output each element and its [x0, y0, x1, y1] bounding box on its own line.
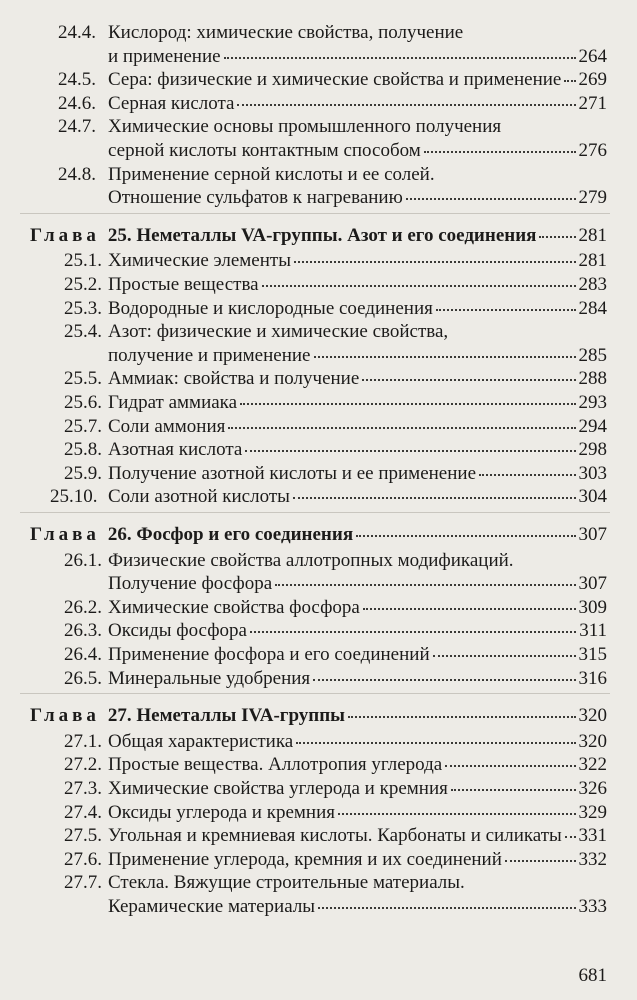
page-ref: 307: [578, 524, 607, 545]
leader-dots: [433, 655, 576, 657]
section-title: Отношение сульфатов к нагреванию: [108, 187, 403, 209]
page-ref: 316: [578, 667, 607, 689]
section-number: 27.4.: [64, 801, 102, 823]
chapter-title: 26. Фосфор и его соединения: [107, 524, 354, 545]
section-number: 26.5.: [64, 667, 102, 689]
section-title: Угольная и кремниевая кислоты. Карбонаты и силикаты: [108, 825, 562, 847]
leader-dots: [224, 57, 576, 59]
section-number: 25.10.: [50, 486, 98, 508]
section-title: серной кислоты контактным способом: [108, 140, 421, 161]
leader-dots: [318, 907, 575, 909]
toc-entry-line: [64, 416, 607, 438]
section-title: Получение фосфора: [108, 573, 273, 595]
chapter-heading: [30, 524, 607, 546]
leader-dots: [356, 535, 575, 537]
page-ref: 264: [578, 45, 607, 67]
leader-dots: [314, 356, 576, 358]
section-number: 25.1.: [64, 250, 102, 272]
toc-entry-line: [64, 778, 607, 800]
toc-entry-line: [64, 550, 514, 572]
page-ref: 322: [578, 754, 607, 776]
toc-entry-line: [58, 22, 463, 44]
page-ref: 320: [578, 730, 607, 752]
toc-entry-line: [58, 69, 607, 91]
section-number: 25.5.: [64, 368, 102, 390]
toc-entry-line: [64, 368, 607, 390]
toc-entry-line: [64, 321, 448, 343]
toc-entry-line: [64, 463, 607, 485]
leader-dots: [424, 151, 576, 153]
page-ref: 285: [578, 344, 607, 366]
section-title: Применение углерода, кремния и их соединений: [108, 848, 502, 870]
section-title: Химические свойства углерода и кремния: [108, 778, 448, 799]
chapter-label: Глава: [30, 224, 100, 246]
page-ref: 326: [578, 778, 607, 799]
section-number: 25.2.: [64, 274, 102, 295]
section-title: Серная кислота: [108, 92, 235, 114]
toc-entry-line: [64, 298, 607, 320]
toc-entry-line: [64, 731, 607, 753]
section-title: Гидрат аммиака: [108, 392, 238, 413]
section-title: Применение серной кислоты и ее солей.: [108, 163, 435, 185]
page-ref: 293: [578, 392, 607, 413]
section-number: 24.6.: [58, 92, 96, 114]
toc-entry-line: [64, 668, 607, 690]
section-number: 25.8.: [64, 439, 102, 461]
toc-entry-line: [64, 274, 607, 296]
section-number: 27.5.: [64, 825, 102, 847]
page-ref: 332: [578, 848, 607, 870]
section-title: Водородные и кислородные соединения: [108, 297, 433, 319]
page-ref: 288: [578, 368, 607, 390]
section-number: 26.2.: [64, 596, 102, 618]
section-title: Сера: физические и химические свойства и применение: [108, 69, 562, 91]
page-ref: 294: [578, 415, 607, 437]
toc-entry-line: [108, 140, 607, 162]
section-number: 25.9.: [64, 462, 102, 484]
page-ref: 309: [578, 596, 607, 618]
leader-dots: [262, 285, 576, 287]
leader-dots: [479, 474, 575, 476]
chapter-title: 25. Неметаллы VA-группы. Азот и его соединения: [107, 224, 537, 246]
section-number: 27.2.: [64, 754, 102, 776]
section-number: 25.4.: [64, 321, 102, 343]
section-title: Аммиак: свойства и получение: [108, 368, 360, 390]
section-title: Химические элементы: [108, 250, 291, 272]
toc-entry-line: [64, 754, 607, 776]
leader-dots: [348, 716, 576, 718]
section-title: Соли азотной кислоты: [108, 486, 290, 508]
leader-dots: [363, 608, 576, 610]
toc-entry-line: [108, 896, 607, 918]
page-ref: 315: [578, 644, 607, 665]
page-ref: 303: [578, 462, 607, 484]
toc-entry-line: [64, 620, 607, 642]
page-ref: 281: [578, 250, 607, 272]
toc-entry-line: [64, 439, 607, 461]
section-title: Азот: физические и химические свойства,: [108, 321, 449, 343]
section-title: Оксиды фосфора: [108, 620, 247, 642]
section-title: Физические свойства аллотропных модификаций.: [108, 549, 514, 571]
section-title: получение и применение: [108, 344, 311, 366]
toc-entry-line: [64, 802, 607, 824]
page-ref: 284: [578, 297, 607, 319]
leader-dots: [436, 309, 576, 311]
page-ref: 279: [578, 187, 607, 209]
section-title: и применение: [108, 45, 221, 67]
chapter-label: Глава: [30, 524, 100, 545]
section-number: 24.8.: [58, 163, 96, 185]
page-number: 681: [578, 965, 607, 986]
toc-entry-line: [58, 93, 607, 115]
toc-entry-line: [108, 345, 607, 367]
toc-entry-line: [64, 825, 607, 847]
section-title: Оксиды углерода и кремния: [108, 801, 335, 823]
section-number: 26.4.: [64, 644, 102, 665]
page-ref: 276: [578, 140, 607, 161]
section-title: Простые вещества: [108, 274, 259, 295]
section-number: 24.7.: [58, 116, 96, 138]
page-ref: 298: [578, 439, 607, 461]
page-ref: 269: [578, 69, 607, 91]
leader-dots: [338, 813, 576, 815]
leader-dots: [237, 104, 575, 106]
leader-dots: [228, 427, 575, 429]
chapter-title: 27. Неметаллы IVA-группы: [107, 705, 345, 727]
toc-entry-line: [64, 597, 607, 619]
leader-dots: [275, 584, 575, 586]
section-number: 27.3.: [64, 778, 102, 799]
page-ref: 331: [578, 825, 607, 847]
toc-entry-line: [58, 164, 435, 186]
toc-entry-line: [64, 644, 607, 666]
page-ref: 311: [579, 620, 607, 642]
leader-dots: [240, 403, 575, 405]
section-title: Химические свойства фосфора: [108, 596, 360, 618]
section-title: Химические основы промышленного получения: [108, 116, 502, 138]
chapter-heading: [30, 225, 607, 247]
toc-entry-line: [58, 116, 501, 138]
leader-dots: [296, 742, 575, 744]
section-number: 27.1.: [64, 730, 102, 752]
section-number: 26.3.: [64, 620, 102, 642]
section-number: 27.6.: [64, 848, 102, 870]
leader-dots: [539, 236, 575, 238]
section-title: Минеральные удобрения: [108, 667, 311, 689]
section-title: Соли аммония: [108, 415, 226, 437]
page-ref: 320: [578, 705, 607, 727]
chapter-divider: [20, 512, 610, 513]
chapter-divider: [20, 693, 610, 694]
section-title: Простые вещества. Аллотропия углерода: [108, 754, 443, 776]
leader-dots: [451, 789, 576, 791]
leader-dots: [294, 261, 576, 263]
section-title: Стекла. Вяжущие строительные материалы.: [108, 872, 465, 894]
chapter-label: Глава: [30, 705, 100, 727]
toc-entry-line: [50, 486, 607, 508]
toc-entry-line: [64, 392, 607, 414]
page-ref: 281: [578, 224, 607, 246]
section-number: 26.1.: [64, 549, 102, 571]
leader-dots: [565, 836, 576, 838]
leader-dots: [245, 450, 575, 452]
leader-dots: [564, 80, 575, 82]
toc-entry-line: [64, 849, 607, 871]
leader-dots: [505, 860, 576, 862]
toc-entry-line: [108, 573, 607, 595]
section-number: 27.7.: [64, 872, 102, 894]
chapter-divider: [20, 213, 610, 214]
leader-dots: [250, 631, 576, 633]
section-title: Общая характеристика: [108, 730, 294, 752]
section-number: 24.5.: [58, 69, 96, 91]
section-number: 25.7.: [64, 415, 102, 437]
page-ref: 283: [578, 274, 607, 295]
section-number: 25.6.: [64, 392, 102, 413]
section-title: Азотная кислота: [108, 439, 243, 461]
leader-dots: [293, 497, 576, 499]
page-ref: 329: [578, 801, 607, 823]
toc-entry-line: [64, 872, 465, 894]
section-title: Кислород: химические свойства, получение: [108, 22, 464, 43]
page-ref: 307: [578, 573, 607, 595]
page-ref: 271: [578, 92, 607, 114]
toc-entry-line: [108, 46, 607, 68]
toc-entry-line: [108, 187, 607, 209]
leader-dots: [406, 198, 576, 200]
toc-entry-line: [64, 250, 607, 272]
section-number: 25.3.: [64, 297, 102, 319]
chapter-heading: [30, 705, 607, 727]
leader-dots: [362, 379, 575, 381]
page-ref: 304: [578, 486, 607, 508]
page-ref: 333: [578, 896, 607, 917]
leader-dots: [313, 679, 575, 681]
section-number: 24.4.: [58, 22, 96, 43]
section-title: Керамические материалы: [108, 896, 316, 917]
leader-dots: [445, 765, 575, 767]
section-title: Получение азотной кислоты и ее применение: [108, 462, 477, 484]
section-title: Применение фосфора и его соединений: [108, 644, 430, 665]
